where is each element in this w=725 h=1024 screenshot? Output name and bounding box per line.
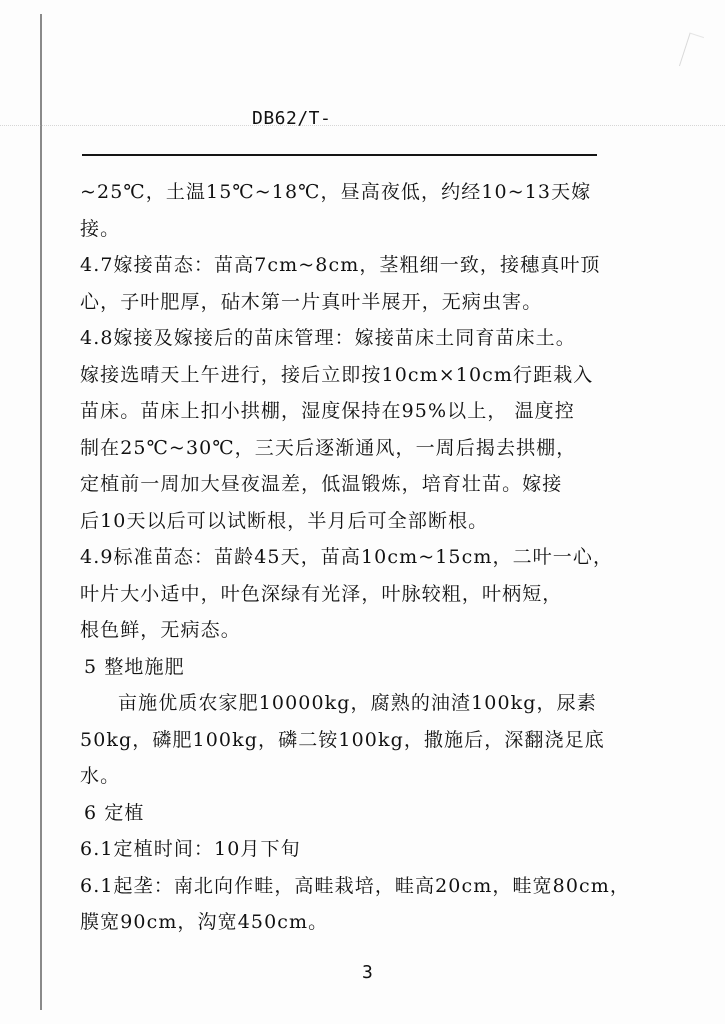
body-line: 嫁接选晴天上午进行，接后立即按10cm×10cm行距栽入 [80,363,594,386]
body-line: 心，子叶肥厚，砧木第一片真叶半展开，无病虫害。 [80,290,543,313]
header-rule [82,154,597,156]
binding-line [40,14,42,1010]
body-line: 50kg，磷肥100kg，磷二铵100kg，撒施后，深翻浇足底 [80,728,605,751]
body-line: 后10天以后可以试断根，半月后可全部断根。 [80,509,489,532]
body-line: 接。 [80,217,121,240]
body-line: 6.1起垄：南北向作畦，高畦栽培，畦高20cm，畦宽80cm， [80,874,630,897]
body-line: 膜宽90cm，沟宽450cm。 [80,911,329,933]
body-line: ~25℃，土温15℃~18℃，昼高夜低，约经10~13天嫁 [80,181,592,203]
section-heading: 6 定植 [84,801,145,824]
section-heading: 5 整地施肥 [84,655,185,678]
body-line: 苗床。苗床上扣小拱棚，湿度保持在95%以上， 温度控 [80,400,575,422]
body-line: 亩施优质农家肥10000kg，腐熟的油渣100kg，尿素 [118,692,597,714]
body-line: 定植前一周加大昼夜温差，低温锻炼，培育壮苗。嫁接 [80,473,563,495]
body-line: 4.7嫁接苗态：苗高7cm~8cm，茎粗细一致，接穗真叶顶 [80,254,601,276]
body-line: 制在25℃~30℃，三天后逐渐通风，一周后揭去拱棚， [80,436,577,459]
document-body [80,174,630,941]
page-number: 3 [362,962,373,983]
body-line: 根色鲜，无病态。 [80,619,241,641]
standard-code: DB62/T- [252,108,332,129]
scan-dotted-line [0,125,725,127]
body-line: 叶片大小适中，叶色深绿有光泽，叶脉较粗，叶柄短， [80,582,563,605]
body-line: 水。 [80,765,121,787]
body-line: 4.8嫁接及嫁接后的苗床管理：嫁接苗床土同育苗床土。 [80,327,576,349]
body-line: 4.9标准苗态：苗龄45天，苗高10cm~15cm，二叶一心， [80,546,614,568]
scan-corner-mark [679,33,704,71]
body-line: 6.1定植时间：10月下旬 [80,838,301,860]
